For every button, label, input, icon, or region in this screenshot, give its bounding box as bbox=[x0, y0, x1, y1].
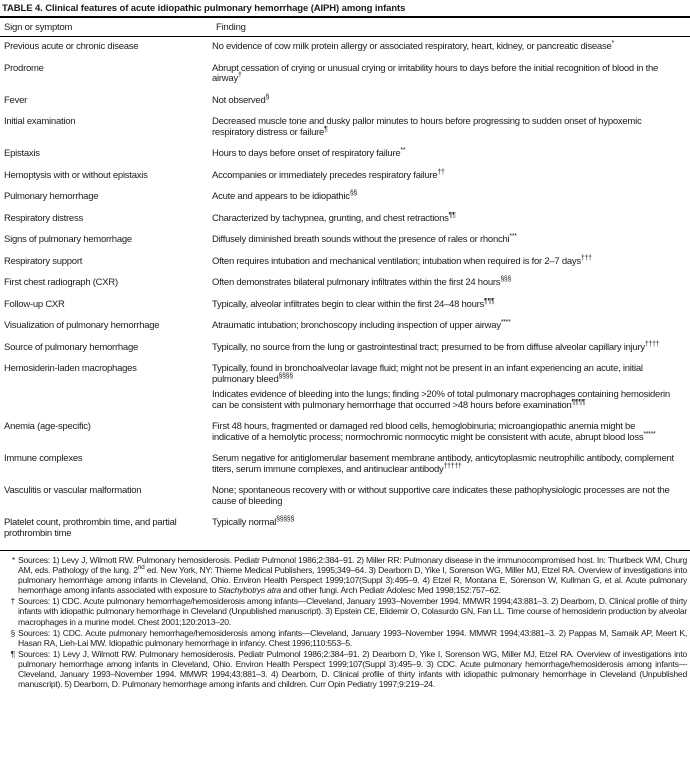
finding-text: Decreased muscle tone and dusky pallor minutes to hours before progressing to sudden onset of hypoxemic respiratory distress or failure¶ bbox=[212, 116, 642, 138]
sign-cell: Respiratory distress bbox=[4, 212, 83, 224]
sign-cell: Visualization of pulmonary hemorrhage bbox=[4, 320, 160, 331]
finding-cell bbox=[212, 232, 680, 246]
finding-cell bbox=[212, 297, 680, 311]
table-row bbox=[0, 297, 690, 311]
finding-cell bbox=[212, 254, 680, 268]
table-title: TABLE 4. Clinical features of acute idiopathic pulmonary hemorrhage (AIPH) among infants bbox=[2, 3, 406, 14]
sign-cell: Epistaxis bbox=[4, 148, 40, 159]
table-row bbox=[0, 232, 690, 246]
finding-footnote-marker: ***** bbox=[643, 430, 656, 438]
table-row bbox=[0, 39, 690, 53]
table-header-row bbox=[0, 18, 690, 36]
sign-cell: Platelet count, prothrombin time, and partial prothrombin time bbox=[4, 517, 177, 539]
table-row bbox=[0, 93, 690, 107]
footnote-marker: † bbox=[10, 596, 15, 607]
sign-cell: Initial examination bbox=[4, 116, 76, 127]
finding-footnote-marker: ¶ bbox=[324, 125, 328, 133]
finding-cell bbox=[212, 189, 680, 203]
finding-text: Often demonstrates bilateral pulmonary infiltrates within the first 24 hours§§§ bbox=[212, 275, 512, 288]
sign-cell: Respiratory support bbox=[4, 255, 83, 267]
finding-text: Serum negative for antiglomerular basement membrane antibody, anticytoplasmic neutrophilic antibody, complement titers, serum immune complexes, and antinuclear antibody††††† bbox=[212, 453, 674, 475]
finding-text: Often requires intubation and mechanical ventilation; intubation when required is for 2–7 days††† bbox=[212, 254, 592, 267]
finding-footnote-marker: ¶¶¶ bbox=[484, 297, 495, 305]
table-row bbox=[0, 340, 690, 354]
finding-text: Atraumatic intubation; bronchoscopy including inspection of upper airway**** bbox=[212, 318, 511, 331]
column-header-finding: Finding bbox=[216, 22, 246, 33]
finding-cell bbox=[212, 146, 680, 160]
table-row bbox=[0, 168, 690, 182]
finding-footnote-marker: †† bbox=[437, 168, 445, 176]
finding-text: None; spontaneous recovery with or without supportive care indicates these pathophysiologic processes are not the cause of bleeding bbox=[212, 485, 670, 507]
sign-cell: Vasculitis or vascular malformation bbox=[4, 485, 142, 496]
finding-text: Characterized by tachypnea, grunting, and chest retractions¶¶ bbox=[212, 211, 456, 224]
finding-text: Acute and appears to be idiopathic§§ bbox=[212, 189, 357, 202]
finding-footnote-marker: †††† bbox=[644, 340, 660, 348]
table-row bbox=[0, 364, 690, 411]
table-row bbox=[0, 254, 690, 268]
finding-cell bbox=[212, 39, 680, 53]
finding-footnote-marker: * bbox=[611, 39, 614, 47]
footnotes-section bbox=[0, 551, 690, 689]
finding-text: Typically, no source from the lung or gastrointestinal tract; presumed to be from diffuse alveolar capillary injury†††† bbox=[212, 340, 660, 353]
finding-cell bbox=[212, 422, 680, 443]
finding-text: Typically, alveolar infiltrates begin to clear within the first 24–48 hours¶¶¶ bbox=[212, 297, 495, 310]
finding-cell bbox=[212, 168, 680, 182]
sign-cell: Hemosiderin-laden macrophages bbox=[4, 363, 137, 374]
table-row bbox=[0, 64, 690, 85]
finding-cell bbox=[212, 64, 680, 85]
finding-cell bbox=[212, 486, 680, 507]
table-row bbox=[0, 454, 690, 475]
finding-text: Not observed§ bbox=[212, 93, 270, 106]
finding-footnote-marker: ¶¶ bbox=[448, 211, 456, 219]
sign-cell: Previous acute or chronic disease bbox=[4, 41, 139, 52]
finding-text: No evidence of cow milk protein allergy or associated respiratory, heart, kidney, or pancreatic disease* bbox=[212, 39, 614, 52]
finding-footnote-marker: §§ bbox=[349, 189, 357, 197]
finding-text: Typically normal§§§§§ bbox=[212, 515, 295, 528]
finding-cell bbox=[212, 364, 680, 411]
table-row bbox=[0, 211, 690, 225]
table-row bbox=[0, 486, 690, 507]
finding-cell bbox=[212, 211, 680, 225]
finding-text: Accompanies or immediately precedes respiratory failure†† bbox=[212, 168, 445, 181]
footnote-text: Sources: 1) CDC. Acute pulmonary hemorrhage/hemosiderosis among infants—Cleveland, January 1993–November 1994. MMWR 1994;43:881–3. 2) Dearborn, D. Clinical profile of thirty infants with idiopathic pulmonary hemorrhage in Cleveland (Unpublished manuscript). 3) Epstein CE, Elidemir O, Colasurdo GN, Fan LL. Time course of hemosiderin production by alveolar macrophages in a murine model. Chest 2001;120:2013–20. bbox=[18, 596, 687, 627]
column-header-sign-or-symptom: Sign or symptom bbox=[4, 22, 73, 33]
footnote bbox=[0, 555, 690, 595]
footnote-text: Sources: 1) CDC. Acute pulmonary hemorrhage/hemosiderosis among infants—Cleveland, January 1993–November 1994. MMWR 1994;43:881–3. 2) Pappas M, Sarnaik AP, Meert K, Hasan RA, Lieh-Lai MW. Idiopathic pulmonary hemorrhage in infancy. Chest 1996;110:553–5. bbox=[18, 627, 687, 648]
finding-text: Abrupt cessation of crying or unusual crying or irritability hours to days before the initial recognition of blood in the airway† bbox=[212, 62, 659, 84]
finding-cell bbox=[212, 454, 680, 475]
table-row bbox=[0, 189, 690, 203]
sign-cell: Fever bbox=[4, 94, 28, 106]
footnote bbox=[0, 628, 690, 648]
table-row bbox=[0, 515, 690, 539]
sign-cell: Source of pulmonary hemorrhage bbox=[4, 341, 139, 353]
sign-cell: Hemoptysis with or without epistaxis bbox=[4, 169, 148, 181]
table-body bbox=[0, 37, 690, 539]
sign-cell: Pulmonary hemorrhage bbox=[4, 191, 99, 202]
finding-text: Hours to days before onset of respiratory failure** bbox=[212, 146, 406, 159]
footnote bbox=[0, 596, 690, 626]
sign-cell: Signs of pulmonary hemorrhage bbox=[4, 234, 132, 245]
finding-text: Indicates evidence of bleeding into the lungs; finding >20% of total pulmonary macrophages containing hemosiderin can be consistent with pulmonary hemorrhage that occurred >48 hours before examination¶¶¶¶ bbox=[212, 389, 670, 411]
sign-cell: Prodrome bbox=[4, 62, 44, 74]
finding-footnote-marker: § bbox=[265, 93, 270, 101]
footnote-marker: * bbox=[11, 555, 15, 565]
finding-text: Diffusely diminished breath sounds without the presence of rales or rhonchi*** bbox=[212, 232, 517, 245]
finding-cell bbox=[212, 318, 680, 332]
finding-footnote-marker: ** bbox=[400, 146, 406, 154]
finding-footnote-marker: §§§ bbox=[500, 275, 512, 283]
footnote-marker: § bbox=[10, 627, 15, 638]
finding-text: First 48 hours, fragmented or damaged red blood cells, hemoglobinuria; microangiopathic anemia might be indicative of a hemolytic process; normochromic normocytic might be consistent with acute, abrupt blood loss***** bbox=[212, 421, 656, 443]
table-row bbox=[0, 422, 690, 443]
finding-footnote-marker: ††††† bbox=[443, 462, 462, 470]
sign-cell: First chest radiograph (CXR) bbox=[4, 277, 118, 288]
footnote-marker: ¶ bbox=[10, 648, 15, 659]
finding-cell bbox=[212, 515, 680, 539]
sign-cell: Immune complexes bbox=[4, 453, 83, 464]
sign-cell: Anemia (age-specific) bbox=[4, 421, 91, 432]
footnote bbox=[0, 649, 690, 689]
footnote-text: Sources: 1) Levy J, Wilmott RW. Pulmonary hemosiderosis. Pediatr Pulmonol 1986;2:384–91. 2) Dearborn D, Yike I, Sorenson WG, Miller MJ, Etzel RA. Overview of investigations into pulmonary hemorrhage among infants in Cleveland, Ohio. Environ Health Perspect 1999;107(Suppl 3):495–9. 3) CDC. Acute pulmonary hemorrhage/hemosiderosis among infants—Cleveland, January 1993–November 1994. MMWR 1994;43:881–3. 4) Dearborn, D. Clinical profile of thirty infants with idiopathic pulmonary hemorrhage in Cleveland (Unpublished manuscript). 5) Dearborn, D. Pulmonary hemorrhage among infants and children. Curr Opin Pediatry 1997;9:219–24. bbox=[18, 648, 687, 690]
finding-cell bbox=[212, 117, 680, 138]
finding-footnote-marker: §§§§§ bbox=[276, 515, 295, 523]
finding-text: Typically, found in bronchoalveolar lavage fluid; might not be present in an infant experiencing an acute, initial pulmonary bleed§§§§ bbox=[212, 363, 643, 385]
table-row bbox=[0, 146, 690, 160]
finding-footnote-marker: §§§§ bbox=[278, 372, 293, 380]
finding-footnote-marker: ¶¶¶¶ bbox=[571, 398, 586, 406]
finding-cell bbox=[212, 275, 680, 289]
footnote-text: Sources: 1) Levy J, Wilmott RW. Pulmonary hemosiderosis. Pediatr Pulmonol 1986;2:384–91. 2) Miller RR: Pulmonary disease in the immunocompromised host. In: Thurlbeck WM, Churg AM, eds. Pathology of the lung. 2nd ed. New York, NY: Thieme Medical Publishers, 1995;349–64. 3) Dearborn D, Yike I, Sorenson WG, Miller MJ, Etzel RA. Overview of investigations into pulmonary hemorrhage among infants in Cleveland, Ohio. Environ Health Perspect 1999;107(Suppl 3):495–9. 4) Etzel R, Montana E, Sorenson W, Kullman G, et al. Acute pulmonary hemorrhage among infants associated with exposure to Stachybotrys atra and other fungi. Arch Pediatr Adolesc Med 1998;152:757–62. bbox=[18, 555, 687, 596]
finding-footnote-marker: *** bbox=[509, 232, 517, 240]
table-row bbox=[0, 275, 690, 289]
finding-footnote-marker: ††† bbox=[580, 254, 592, 262]
table-row bbox=[0, 318, 690, 332]
finding-cell bbox=[212, 93, 680, 107]
finding-footnote-marker: † bbox=[237, 71, 242, 79]
sign-cell: Follow-up CXR bbox=[4, 298, 65, 310]
finding-footnote-marker: **** bbox=[500, 318, 511, 326]
finding-cell bbox=[212, 340, 680, 354]
table-row bbox=[0, 117, 690, 138]
